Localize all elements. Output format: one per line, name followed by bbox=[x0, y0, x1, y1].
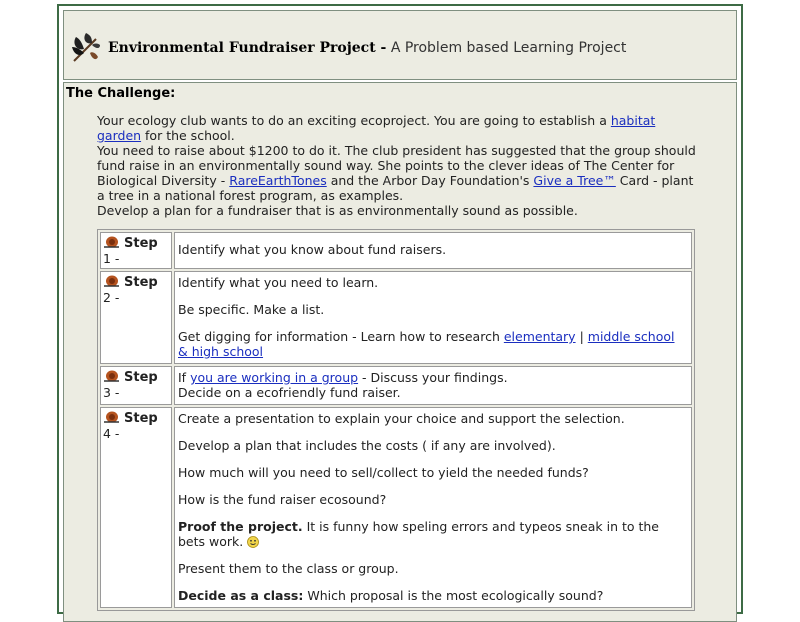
intro-text-2a: You need to raise about $1200 to do it. The club president has suggested that the group should fund raise in an environmentally sound way. She points to the clever ideas of The Center for Biological Diversity - bbox=[97, 143, 696, 188]
leaf-logo-icon bbox=[70, 31, 102, 65]
intro-text-2b: and the Arbor Day Foundation's bbox=[326, 173, 534, 188]
step-label-2 bbox=[100, 271, 172, 364]
intro-text-2c: Card - plant a tree in a national forest program, as examples. bbox=[97, 173, 694, 203]
give-a-tree-link[interactable]: Give a Tree™ bbox=[533, 173, 616, 188]
title-subtitle: A Problem based Learning Project bbox=[390, 40, 627, 56]
header-panel bbox=[63, 10, 737, 80]
smiley-icon bbox=[247, 536, 259, 548]
decide-bold: Decide as a class: bbox=[178, 588, 304, 603]
page-title bbox=[108, 40, 626, 56]
discuss-text: - Discuss your findings. bbox=[358, 370, 508, 385]
step-word: Step bbox=[124, 275, 158, 290]
step-2-line-1: Identify what you need to learn. bbox=[178, 275, 379, 290]
step-4-line-6: Present them to the class or group. bbox=[178, 561, 399, 576]
middle-high-school-link[interactable]: middle school & high school bbox=[178, 329, 675, 359]
step-text-3 bbox=[174, 366, 692, 405]
habitat-garden-link[interactable]: habitat garden bbox=[97, 113, 656, 143]
intro-text-3: Develop a plan for a fundraiser that is as environmentally sound as possible. bbox=[97, 203, 578, 218]
working-in-group-link[interactable]: you are working in a group bbox=[190, 370, 359, 385]
step-word: Step bbox=[124, 236, 158, 251]
step-number: 1 - bbox=[103, 251, 120, 266]
decide-text: Decide on a ecofriendly fund raiser. bbox=[178, 385, 401, 400]
step-label-4 bbox=[100, 407, 172, 608]
challenge-intro bbox=[97, 113, 697, 218]
step-4-line-3: How much will you need to sell/collect to yield the needed funds? bbox=[178, 465, 589, 480]
step-word: Step bbox=[124, 411, 158, 426]
step-label-1 bbox=[100, 232, 172, 269]
step-text-4 bbox=[174, 407, 692, 608]
proof-text: It is funny how speling errors and typeos sneak in to the bets work. bbox=[178, 519, 660, 549]
content-panel bbox=[63, 82, 737, 622]
research-text: Get digging for information - Learn how to research bbox=[178, 329, 504, 344]
step-2-line-2: Be specific. Make a list. bbox=[178, 302, 325, 317]
if-text: If bbox=[178, 370, 191, 385]
step-row-4 bbox=[100, 407, 692, 608]
snail-icon bbox=[103, 274, 121, 288]
step-4-line-4: How is the fund raiser ecosound? bbox=[178, 492, 387, 507]
step-text-2 bbox=[174, 271, 692, 364]
intro-text-1b: for the school. bbox=[141, 128, 235, 143]
title-bold: Environmental Fundraiser Project - bbox=[108, 40, 387, 56]
step-row-3 bbox=[100, 366, 692, 405]
step-number: 2 - bbox=[103, 290, 120, 305]
step-text-1 bbox=[174, 232, 692, 269]
intro-text-1a: Your ecology club wants to do an exciting ecoproject. You are going to establish a bbox=[97, 113, 611, 128]
proof-bold: Proof the project. bbox=[178, 519, 303, 534]
snail-icon bbox=[103, 369, 121, 383]
challenge-heading: The Challenge: bbox=[66, 86, 176, 101]
link-separator: | bbox=[575, 329, 588, 344]
rare-earth-tones-link[interactable]: RareEarthTones bbox=[229, 173, 327, 188]
step-4-line-5 bbox=[178, 519, 688, 549]
step-4-line-2: Develop a plan that includes the costs ( if any are involved). bbox=[178, 438, 556, 453]
step-1-line: Identify what you know about fund raisers. bbox=[178, 242, 447, 257]
step-row-2 bbox=[100, 271, 692, 364]
step-4-line-7 bbox=[178, 588, 688, 603]
page-frame bbox=[57, 4, 743, 614]
step-number: 3 - bbox=[103, 385, 120, 400]
decide-question: Which proposal is the most ecologically sound? bbox=[303, 588, 604, 603]
step-number: 4 - bbox=[103, 426, 120, 441]
step-row-1 bbox=[100, 232, 692, 269]
step-label-3 bbox=[100, 366, 172, 405]
step-4-line-1: Create a presentation to explain your choice and support the selection. bbox=[178, 411, 625, 426]
steps-table bbox=[97, 229, 695, 611]
step-word: Step bbox=[124, 370, 158, 385]
elementary-link[interactable]: elementary bbox=[503, 329, 576, 344]
snail-icon bbox=[103, 235, 121, 249]
step-2-line-3 bbox=[178, 329, 688, 359]
snail-icon bbox=[103, 410, 121, 424]
